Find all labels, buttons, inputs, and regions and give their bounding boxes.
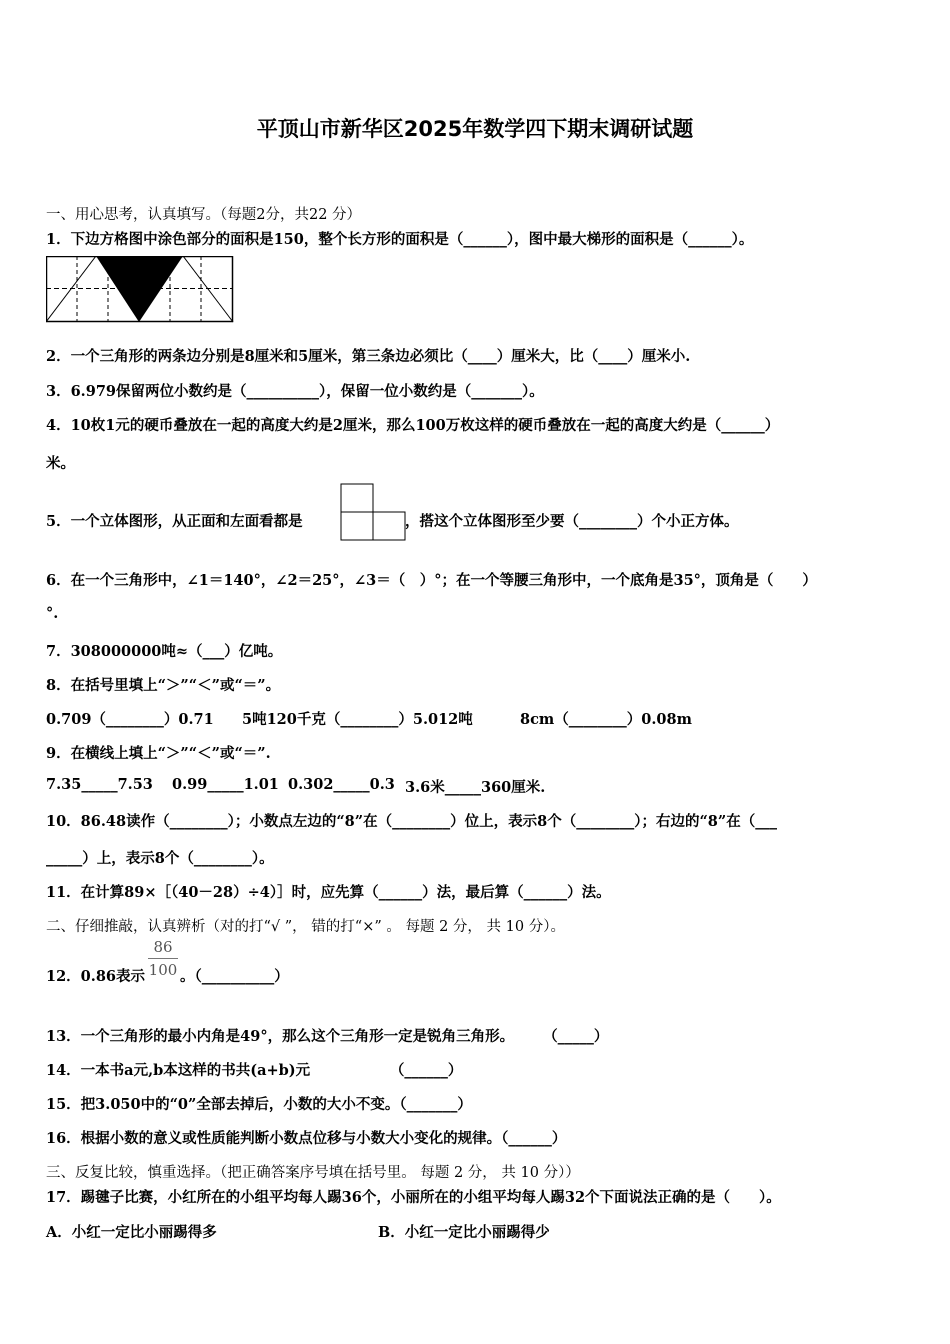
question-13: 13．一个三角形的最小内角是49°，那么这个三角形一定是锐角三角形。 （_____） [46,1028,609,1045]
question-4-line-2: 米。 [46,455,75,472]
question-12-fraction [148,938,178,979]
question-5-suffix: ，搭这个立体图形至少要（________）个小正方体。 [405,513,739,530]
question-15: 15．把3.050中的“0”全部去掉后，小数的大小不变。（_______） [46,1096,472,1113]
question-14: 14．一本书a元,b本这样的书共(a+b)元 （______） [46,1062,463,1079]
page-title: 平顶山市新华区2025年数学四下期末调研试题 [256,117,694,141]
question-5-prefix: 5．一个立体图形，从正面和左面看都是 [46,513,303,530]
question-1: 1．下边方格图中涂色部分的面积是150，整个长方形的面积是（______），图中最大梯形的面积是（______）。 [46,231,754,248]
question-1-grid-figure [46,256,234,323]
view-square-top [341,484,373,512]
question-8-item: 0.709（________）0.71 [46,711,214,728]
question-7: 7．308000000吨≈（___）亿吨。 [46,643,283,660]
question-6-line-2: °. [46,605,59,622]
fraction-numerator: 86 [148,938,178,959]
section-3-heading: 三、反复比较，慎重选择。（把正确答案序号填在括号里。 每题 2 分， 共 10 分）） [46,1165,580,1181]
question-9-item: 0.302_____0.3 [288,776,395,793]
view-square-bottom-left [341,512,373,540]
question-9-item: 0.99_____1.01 [172,776,279,793]
question-17: 17．踢毽子比赛，小红所在的小组平均每人踢36个，小丽所在的小组平均每人踢32个下面说法正确的是（ ）。 [46,1189,781,1206]
question-17-option-a[interactable]: A．小红一定比小丽踢得多 [46,1224,217,1241]
question-12-prefix: 12．0.86表示 [46,968,145,985]
section-2-heading: 二、仔细推敲，认真辨析（对的打“√ ”， 错的打“×” 。 每题 2 分， 共 10 分）。 [46,919,565,935]
question-4-line-1: 4．10枚1元的硬币叠放在一起的高度大约是2厘米，那么100万枚这样的硬币叠放在一起的高度大约是（______） [46,417,780,434]
fraction-denominator: 100 [148,961,178,979]
question-9-item: 7.35_____7.53 [46,776,153,793]
view-square-bottom-right [373,512,405,540]
question-17-option-b[interactable]: B．小红一定比小丽踢得少 [378,1224,550,1241]
question-8-item: 5吨120千克（________）5.012吨 [242,711,473,728]
question-8-item: 8cm（________）0.08m [520,711,692,728]
question-9: 9．在横线上填上“＞”“＜”或“＝”. [46,745,271,762]
question-6-line-1: 6．在一个三角形中，∠1＝140°，∠2＝25°，∠3＝（ ）°；在一个等腰三角形中，一个底角是35°，顶角是（ ） [46,572,817,589]
question-11: 11．在计算89×［（40－28）÷4）］时，应先算（______）法，最后算（______）法。 [46,884,611,901]
question-2: 2．一个三角形的两条边分别是8厘米和5厘米，第三条边必须比（____）厘米大，比（____）厘米小. [46,348,691,365]
question-8: 8．在括号里填上“＞”“＜”或“＝”。 [46,677,281,694]
question-12-suffix: 。（__________） [180,968,289,985]
question-10-line-1: 10．86.48读作（________）；小数点左边的“8”在（________）位上，表示8个（________）；右边的“8”在（___ [46,813,777,830]
question-16: 16．根据小数的意义或性质能判断小数点位移与小数大小变化的规律。（______） [46,1130,567,1147]
question-10-line-2: _____）上，表示8个（________）。 [46,850,274,867]
section-1-heading: 一、用心思考，认真填写。（每题2分，共22 分） [46,207,362,223]
question-5-view-figure [340,483,406,541]
question-9-item: 3.6米_____360厘米. [405,779,546,796]
question-3: 3．6.979保留两位小数约是（__________），保留一位小数约是（_______）。 [46,383,544,400]
